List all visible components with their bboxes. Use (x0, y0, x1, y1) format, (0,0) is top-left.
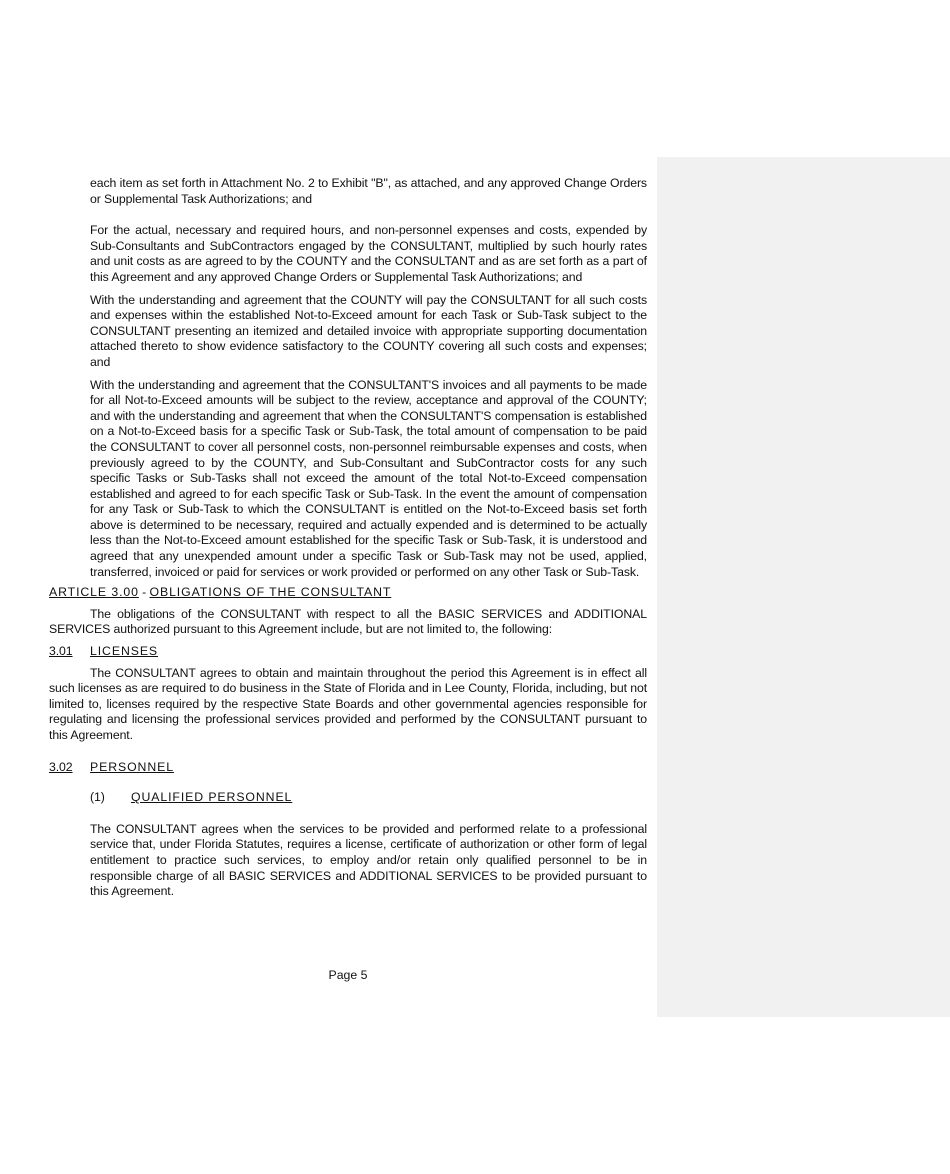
section-302-title: PERSONNEL (90, 759, 174, 774)
article-number: ARTICLE 3.00 (49, 585, 139, 600)
comment-pane (657, 157, 950, 1017)
subsection-qualified-personnel (90, 790, 647, 806)
article-separator: - (138, 585, 150, 600)
section-302-heading (49, 760, 647, 776)
section-301-text: The CONSULTANT agrees to obtain and maintain throughout the period this Agreement is in effect all such licenses as are required to do business in the State of Florida and in Lee County, Florida, including, but not limited to, licenses required by the respective State Boards and other governmental agencies responsible for regulating and licensing the professional services provided and performed by the CONSULTANT pursuant to this Agreement. (49, 665, 648, 742)
section-301-heading (49, 644, 647, 660)
section-301-title: LICENSES (90, 644, 159, 659)
section-302-text: The CONSULTANT agrees when the services to be provided and performed relate to a professional service that, under Florida Statutes, requires a license, certificate of authorization or other form of legal entitlement to practice such services, to employ and/or retain only qualified personnel to be in responsible charge of all BASIC SERVICES and ADDITIONAL SERVICES to be provided pursuant to this Agreement. (90, 821, 647, 899)
paragraph-county-payment: With the understanding and agreement that the COUNTY will pay the CONSULTANT for all such costs and expenses within the established Not-to-Exceed amount for each Task or Sub-Task subject to the CONSULTANT presenting an itemized and detailed invoice with appropriate supporting documentation attached thereto to show evidence satisfactory to the COUNTY covering all such costs and expenses; and (90, 292, 647, 369)
document-page (49, 176, 647, 900)
article-title: OBLIGATIONS OF THE CONSULTANT (149, 585, 392, 600)
paragraph-subconsultant-costs: For the actual, necessary and required hours, and non-personnel expenses and costs, expended by Sub-Consultants and SubContractors engaged by the CONSULTANT, multiplied by such hourly rates and unit costs as are agreed to by the COUNTY and the CONSULTANT and as are set forth as a part of this Agreement and any approved Change Orders or Supplemental Task Authorizations; and (90, 223, 647, 284)
paragraph-attachment: each item as set forth in Attachment No. 2 to Exhibit "B", as attached, and any approved Change Orders or Supplemental Task Authorizations; and (90, 176, 647, 206)
article-intro: The obligations of the CONSULTANT with respect to all the BASIC SERVICES and ADDITIONAL SERVICES authorized pursuant to this Agreement include, but are not limited to, the following: (49, 606, 647, 637)
page-number: Page 5 (328, 968, 368, 982)
subsection-title: QUALIFIED PERSONNEL (131, 790, 293, 805)
article-heading (49, 585, 647, 601)
subsection-number: (1) (90, 790, 105, 805)
section-302-number: 3.02 (49, 759, 73, 774)
paragraph-not-to-exceed: With the understanding and agreement that the CONSULTANT'S invoices and all payments to be made for all Not-to-Exceed amounts will be subject to the review, acceptance and approval of the COUNTY; and with the understanding and agreement that when the CONSULTANT'S compensation is established on a Not-to-Exceed basis for a specific Task or Sub-Task, the total amount of compensation to be paid the CONSULTANT to cover all personnel costs, non-personnel reimbursable expenses and costs, when previously agreed to by the COUNTY, and Sub-Consultant and SubContractor costs for any such specific Tasks or Sub-Tasks shall not exceed the amount of the total Not-to-Exceed compensation established and agreed to for each specific Task or Sub-Task. In the event the amount of compensation for any Task or Sub-Task to which the CONSULTANT is entitled on the Not-to-Exceed basis set forth above is determined to be necessary, required and actually expended and is determined to be actually less than the Not-to-Exceed amount established for the specific Task or Sub-Task, it is understood and agreed that any unexpended amount under a specific Task or Sub-Task may not be used, applied, transferred, invoiced or paid for services or work provided or performed on any other Task or Sub-Task. (90, 377, 647, 579)
section-301-number: 3.01 (49, 644, 73, 659)
